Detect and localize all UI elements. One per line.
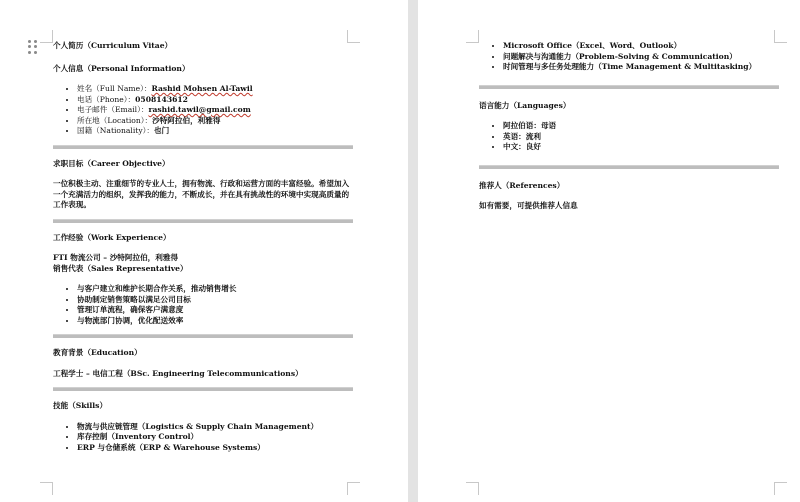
page-gutter: [408, 0, 418, 502]
degree-line: 工程学士 – 电信工程（BSc. Engineering Telecommunications）: [53, 368, 303, 378]
list-item: [77, 126, 353, 137]
list-item: • 中文：良好: [503, 142, 779, 153]
email-value: rashid.tawil@gmail.com: [148, 105, 251, 114]
margin-mark-top-left: [40, 30, 53, 43]
list-item: • 物流与供应链管理（Logistics & Supply Chain Management）: [77, 422, 353, 433]
personal-info-list: [53, 84, 353, 137]
education-heading: 教育背景（Education）: [53, 348, 142, 357]
location-value: 沙特阿拉伯，利雅得: [152, 115, 221, 125]
document-page-2[interactable]: [418, 0, 800, 502]
list-item: [77, 84, 353, 95]
field-label: 姓名（Full Name）：: [77, 84, 152, 93]
drag-handle-icon[interactable]: [28, 40, 38, 54]
languages-heading: 语言能力（Languages）: [479, 100, 571, 110]
margin-mark-bottom-left: [466, 482, 479, 495]
field-label: 国籍（Nationality）：: [77, 126, 155, 135]
field-label: 电话（Phone）：: [77, 94, 136, 104]
nationality-value: 也门: [154, 126, 170, 135]
list-item: • 英语：流利: [503, 132, 779, 143]
list-item: • Microsoft Office（Excel、Word、Outlook）: [503, 41, 779, 52]
list-item: • 协助制定销售策略以满足公司目标: [77, 295, 353, 306]
phone-value: 0508143612: [135, 94, 188, 104]
margin-mark-bottom-right: [347, 482, 360, 495]
objective-heading: 求职目标（Career Objective）: [53, 158, 170, 168]
margin-mark-bottom-right: [774, 482, 787, 495]
references-heading: 推荐人（References）: [479, 180, 565, 190]
personal-info-heading: 个人信息（Personal Information）: [53, 63, 190, 73]
list-item: • 与客户建立和维护长期合作关系，推动销售增长: [77, 284, 353, 295]
objective-text: 一位积极主动、注重细节的专业人士，拥有物流、行政和运营方面的丰富经验。希望加入一个充满活力的组织，发挥我的能力，不断成长，并在具有挑战性的环境中实现高质量的工作表现。: [53, 179, 350, 209]
references-text: 如有需要，可提供推荐人信息: [479, 201, 578, 210]
list-item: [77, 95, 353, 106]
list-item: [77, 105, 353, 116]
skills-list-continued: [479, 41, 779, 73]
field-label: 所在地（Location）：: [77, 115, 153, 125]
field-label: 电子邮件（Email）：: [77, 105, 149, 114]
page-1-body[interactable]: [53, 41, 353, 453]
skills-list: [53, 422, 353, 454]
list-item: • ERP 与仓储系统（ERP & Warehouse Systems）: [77, 443, 353, 454]
document-title: 个人简历（Curriculum Vitae）: [53, 41, 173, 50]
list-item: [77, 116, 353, 127]
languages-list: [479, 121, 779, 153]
full-name-value: Rashid Mohsen Al-Tawil: [151, 84, 253, 93]
experience-heading: 工作经验（Work Experience）: [53, 232, 171, 242]
margin-mark-bottom-left: [40, 482, 53, 495]
list-item: • 问题解决与沟通能力（Problem-Solving & Communication）: [503, 52, 779, 63]
list-item: • 管理订单流程，确保客户满意度: [77, 305, 353, 316]
page-2-body[interactable]: [479, 41, 779, 212]
list-item: • 与物流部门协调，优化配送效率: [77, 316, 353, 327]
experience-duties-list: [53, 284, 353, 326]
list-item: • 库存控制（Inventory Control）: [77, 432, 353, 443]
skills-heading: 技能（Skills）: [53, 401, 108, 410]
list-item: • 时间管理与多任务处理能力（Time Management & Multitasking）: [503, 62, 779, 73]
role-line: 销售代表（Sales Representative）: [53, 263, 188, 273]
list-item: • 阿拉伯语：母语: [503, 121, 779, 132]
company-line: FTI 物流公司 – 沙特阿拉伯，利雅得: [53, 253, 179, 262]
margin-mark-top-left: [466, 30, 479, 43]
